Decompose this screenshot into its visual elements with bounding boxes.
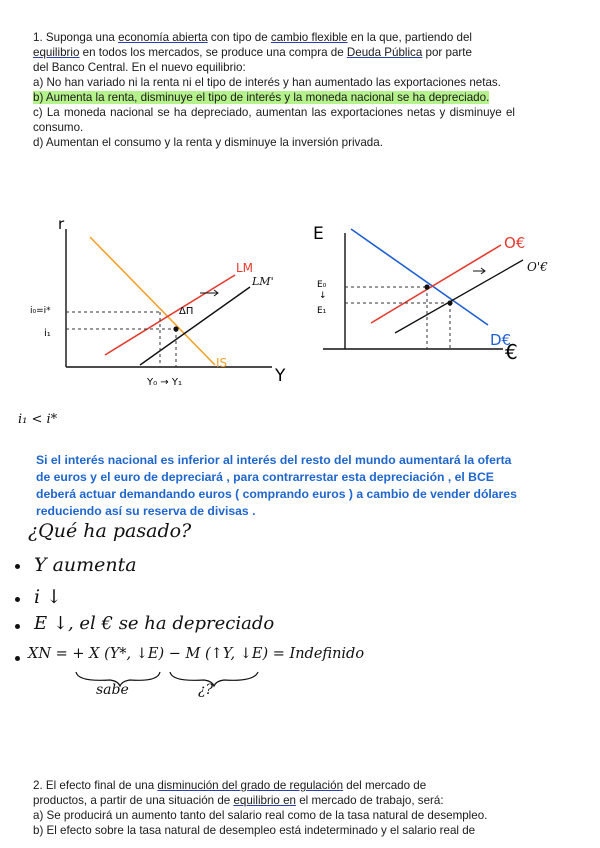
label-e1: E₁ (317, 306, 327, 316)
note-interest: i₁ < i* (18, 412, 58, 427)
label-i0: i₀=i* (30, 306, 51, 316)
underlined-term: cambio flexible (270, 31, 348, 44)
brace-right (170, 672, 258, 686)
q2-option-b: b) El efecto sobre la tasa natural de desempleo está indeterminado y el salario real de (33, 824, 476, 837)
bullet-dot (15, 656, 20, 661)
underlined-term: equilibrio en (233, 794, 296, 807)
demand-label: D€ (490, 331, 512, 349)
q2-line-1: 2. El efecto final de una disminución del grado de regulación del mercado de (33, 779, 427, 792)
axis-label-y: Y (275, 366, 286, 386)
handwritten-item-2: i ↓ (34, 586, 63, 608)
q1-option-a: a) No han variado ni la renta ni el tipo de interés y han aumentado las exportaciones netas. (33, 76, 501, 89)
forex-market-diagram (305, 215, 555, 370)
q2-option-a: a) Se producirá un aumento tanto del salario real como de la tasa natural de desempleo. (33, 809, 488, 822)
explanation-text: Si el interés nacional es inferior al interés del resto del mundo aumentará la oferta de euros y el euro de depreciará , para contrarrestar esta depreciación , el BCE deberá actuar demandando euros ( comprando euros ) a cambio de vender dólares reduciendo así su reserva de divisas . (36, 453, 517, 518)
is-label: IS (216, 356, 228, 370)
is-curve (90, 237, 215, 365)
axis-label-r: r (58, 215, 65, 233)
q1-line-2: equilibrio en todos los mercados, se produce una compra de Deuda Pública por parte (33, 46, 472, 59)
underlined-term: economía abierta (118, 31, 208, 44)
label-y0-y1: Y₀ → Y₁ (147, 377, 182, 388)
bullet-dot (15, 624, 20, 629)
brace-label-sabe: sabe (96, 682, 129, 698)
lm-prime-label: LM' (252, 275, 274, 288)
supply-label: O€ (504, 234, 526, 252)
equilibrium-point-0 (424, 284, 429, 289)
question-1 (33, 30, 515, 150)
down-arrow-icon: ↓ (319, 291, 327, 301)
equilibrium-point-1 (447, 300, 452, 305)
q1-line-1: 1. Suponga una economía abierta con tipo de cambio flexible en la que, partiendo del (33, 31, 472, 44)
label-e0: E₀ (317, 280, 327, 290)
q1-option-c: c) La moneda nacional se ha depreciado, aumentan las exportaciones netas y disminuye el consumo. (33, 106, 515, 134)
underlined-term: disminución del grado de regulación (157, 779, 344, 792)
delta-label: ΔΠ (179, 306, 194, 317)
underlined-term: equilibrio (33, 46, 80, 59)
q1-line-3: del Banco Central. En el nuevo equilibrio: (33, 61, 246, 74)
underlined-term: Deuda Pública (346, 46, 423, 59)
q1-option-d: d) Aumentan el consumo y la renta y disminuye la inversión privada. (33, 136, 383, 149)
supply-prime-label: O'€ (527, 260, 548, 274)
question-2 (33, 778, 495, 838)
lm-label: LM (236, 261, 254, 275)
q2-line-2: productos, a partir de una situación de equilibrio en el mercado de trabajo, será: (33, 794, 444, 807)
bullet-dot (15, 564, 20, 569)
is-lm-diagram (30, 215, 295, 395)
brace-label-unknown: ¿? (198, 682, 214, 698)
handwritten-item-4: XN = + X (Y*, ↓E) − M (↑Y, ↓E) = Indefinido (28, 646, 365, 662)
equilibrium-point (173, 326, 178, 331)
bullet-dot (15, 597, 20, 602)
axis-label-e: E (313, 224, 324, 244)
highlighted-answer: b) Aumenta la renta, disminuye el tipo de interés y la moneda nacional se ha depreciado. (33, 91, 490, 104)
axis-label-euro: € (505, 340, 518, 364)
q1-option-b (33, 90, 515, 105)
handwritten-item-3: E ↓, el € se ha depreciado (34, 613, 275, 634)
label-i1: i₁ (44, 328, 51, 339)
demand-curve (351, 229, 488, 325)
handwritten-title: ¿Qué ha pasado? (28, 520, 192, 542)
handwritten-item-1: Y aumenta (34, 554, 137, 576)
